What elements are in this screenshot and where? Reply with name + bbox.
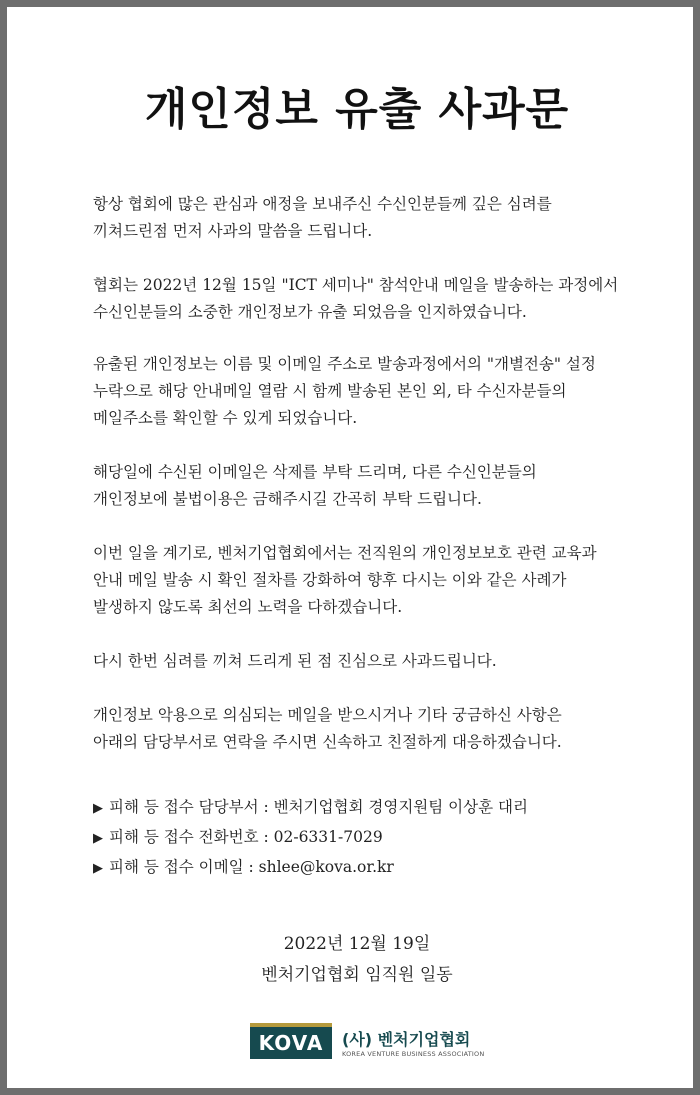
org-subtitle: KOREA VENTURE BUSINESS ASSOCIATION [342,1050,485,1058]
signature: 벤처기업협회 임직원 일동 [261,965,453,985]
logo-accent-bar [250,1023,332,1027]
paragraph-line: 누락으로 해당 안내메일 열람 시 함께 발송된 본인 외, 타 수신자분들의 [93,382,567,400]
contact-email [93,853,653,883]
paragraph-6 [93,648,653,675]
paragraph-line: 개인정보에 불법이용은 금해주시길 간곡히 부탁 드립니다. [93,490,482,508]
kova-logo-mark [250,1023,332,1059]
contact-list [93,793,653,883]
paragraph-line: 개인정보 악용으로 의심되는 메일을 받으시거나 기타 궁금하신 사항은 [93,706,562,724]
contact-text: 피해 등 접수 담당부서 : 벤처기업협회 경영지원팀 이상훈 대리 [109,798,528,816]
paragraph-5 [93,540,653,621]
issue-date: 2022년 12월 19일 [283,934,431,954]
page-title: 개인정보 유출 사과문 [144,84,570,135]
paragraph-4 [93,459,653,513]
paragraph-line: 유출된 개인정보는 이름 및 이메일 주소로 발송과정에서의 "개별전송" 설정 [93,355,596,373]
org-name: (사) 벤처기업협회 [342,1030,471,1049]
triangle-bullet-icon: ▶ [93,801,103,816]
logo-mark-text: KOVA [258,1031,324,1055]
paragraph-line: 아래의 담당부서로 연락을 주시면 신속하고 친절하게 대응하겠습니다. [93,733,562,751]
paragraph-2 [93,272,653,326]
triangle-bullet-icon: ▶ [93,861,103,876]
paragraph-line: 안내 메일 발송 시 확인 절차를 강화하여 향후 다시는 이와 같은 사례가 [93,571,567,589]
paragraph-line: 이번 일을 계기로, 벤처기업협회에서는 전직원의 개인정보보호 관련 교육과 [93,544,597,562]
triangle-bullet-icon: ▶ [93,831,103,846]
paragraph-line: 해당일에 수신된 이메일은 삭제를 부탁 드리며, 다른 수신인분들의 [93,463,537,481]
paragraph-3 [93,351,653,432]
paragraph-line: 메일주소를 확인할 수 있게 되었습니다. [93,409,358,427]
paragraph-7 [93,702,653,756]
paragraph-line: 다시 한번 심려를 끼쳐 드리게 된 점 진심으로 사과드립니다. [93,652,497,670]
contact-text: 피해 등 접수 전화번호 : 02-6331-7029 [109,828,383,846]
paragraph-1 [93,191,653,245]
paragraph-line: 발생하지 않도록 최선의 노력을 다하겠습니다. [93,598,403,616]
paragraph-line: 수신인분들의 소중한 개인정보가 유출 되었음을 인지하였습니다. [93,303,527,321]
paragraph-line: 끼쳐드린점 먼저 사과의 말씀을 드립니다. [93,222,373,240]
contact-text: 피해 등 접수 이메일 : shlee@kova.or.kr [109,858,394,876]
paragraph-line: 협회는 2022년 12월 15일 "ICT 세미나" 참석안내 메일을 발송하는 과정에서 [93,276,619,294]
contact-department [93,793,653,823]
contact-phone [93,823,653,853]
paragraph-line: 항상 협회에 많은 관심과 애정을 보내주신 수신인분들께 깊은 심려를 [93,195,552,213]
